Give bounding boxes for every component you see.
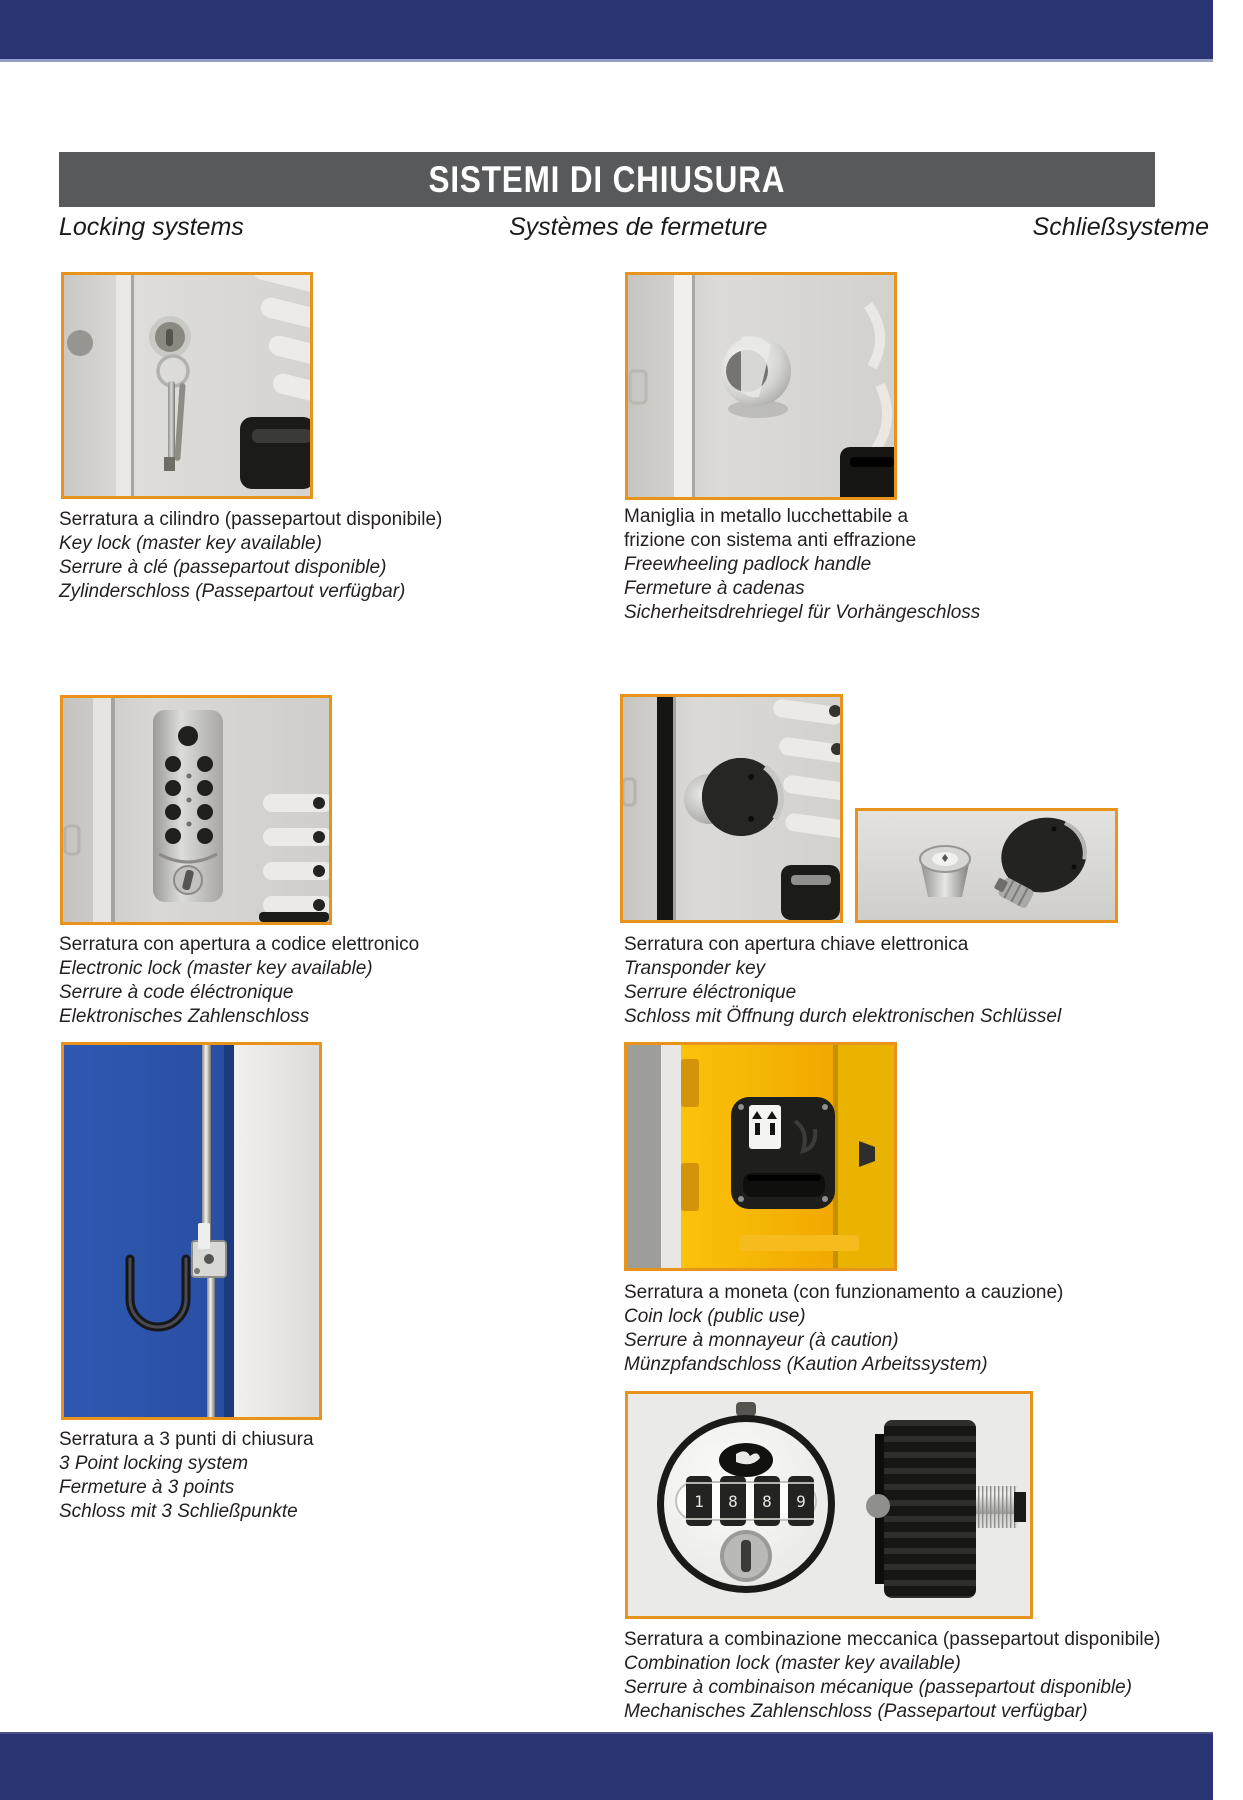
svg-text:1: 1: [694, 1492, 704, 1511]
caption-german: Schloss mit 3 Schließpunkte: [59, 1501, 298, 1522]
caption-padlock-handle: [624, 505, 1224, 625]
subtitle-german: Schließsysteme: [1032, 212, 1209, 241]
header-bar: [0, 0, 1213, 62]
footer-bar: [0, 1732, 1213, 1800]
title-banner: [59, 152, 1155, 207]
caption-english: 3 Point locking system: [59, 1453, 249, 1474]
caption-three-point-locking: [59, 1428, 579, 1524]
caption-english: Key lock (master key available): [59, 533, 322, 554]
caption-italian: Serratura a combinazione meccanica (passepartout disponibile): [624, 1629, 1161, 1650]
keypad-lock-illustration: [63, 698, 329, 922]
transponder-key-illustration: [858, 811, 1115, 920]
photo-three-point-locking: [61, 1042, 322, 1420]
caption-combination-lock: [624, 1628, 1234, 1724]
photo-electronic-code-lock: [60, 695, 332, 925]
caption-italian: Maniglia in metallo lucchettabile a frizione con sistema anti effrazione: [624, 506, 917, 551]
photo-combination-lock: [625, 1391, 1033, 1619]
photo-electronic-key-lock: [620, 694, 843, 923]
subtitle-row: [59, 211, 1209, 243]
caption-english: Coin lock (public use): [624, 1306, 806, 1327]
svg-text:9: 9: [796, 1492, 806, 1511]
photo-coin-lock: [624, 1042, 897, 1271]
knob-lock-illustration: [623, 697, 840, 920]
caption-italian: Serratura a 3 punti di chiusura: [59, 1429, 314, 1450]
caption-english: Electronic lock (master key available): [59, 958, 373, 979]
caption-electronic-key-lock: [624, 933, 1224, 1029]
caption-french: Serrure à monnayeur (à caution): [624, 1330, 899, 1351]
caption-german: Zylinderschloss (Passepartout verfügbar): [59, 581, 406, 602]
caption-italian: Serratura con apertura chiave elettronica: [624, 934, 969, 955]
caption-french: Fermeture à cadenas: [624, 578, 805, 599]
caption-italian: Serratura con apertura a codice elettronico: [59, 934, 420, 955]
caption-coin-lock: [624, 1281, 1224, 1377]
page-title: SISTEMI DI CHIUSURA: [428, 158, 786, 200]
key-lock-illustration: [64, 275, 310, 496]
caption-english: Freewheeling padlock handle: [624, 554, 872, 575]
photo-transponder-key: [855, 808, 1118, 923]
photo-key-lock: [61, 272, 313, 499]
svg-text:8: 8: [762, 1492, 772, 1511]
caption-italian: Serratura a cilindro (passepartout disponibile): [59, 509, 443, 530]
caption-german: Mechanisches Zahlenschloss (Passepartout verfügbar): [624, 1701, 1088, 1722]
caption-french: Serrure à code éléctronique: [59, 982, 294, 1003]
padlock-handle-illustration: [628, 275, 894, 497]
svg-text:8: 8: [728, 1492, 738, 1511]
caption-french: Serrure éléctronique: [624, 982, 797, 1003]
combination-lock-illustration: [628, 1394, 1030, 1616]
caption-electronic-code-lock: [59, 933, 579, 1029]
photo-padlock-handle: [625, 272, 897, 500]
subtitle-english: Locking systems: [59, 212, 244, 241]
caption-french: Fermeture à 3 points: [59, 1477, 235, 1498]
caption-key-lock: [59, 508, 579, 604]
caption-german: Sicherheitsdrehriegel für Vorhängeschloss: [624, 602, 981, 623]
caption-german: Elektronisches Zahlenschloss: [59, 1006, 310, 1027]
three-point-locking-illustration: [64, 1045, 319, 1417]
subtitle-french: Systèmes de fermeture: [508, 212, 768, 241]
caption-french: Serrure à combinaison mécanique (passepartout disponible): [624, 1677, 1133, 1698]
caption-german: Schloss mit Öffnung durch elektronischen Schlüssel: [624, 1006, 1062, 1027]
caption-english: Combination lock (master key available): [624, 1653, 961, 1674]
caption-english: Transponder key: [624, 958, 766, 979]
caption-italian: Serratura a moneta (con funzionamento a cauzione): [624, 1282, 1064, 1303]
caption-french: Serrure à clé (passepartout disponible): [59, 557, 387, 578]
coin-lock-illustration: [627, 1045, 894, 1268]
caption-german: Münzpfandschloss (Kaution Arbeitssystem): [624, 1354, 988, 1375]
